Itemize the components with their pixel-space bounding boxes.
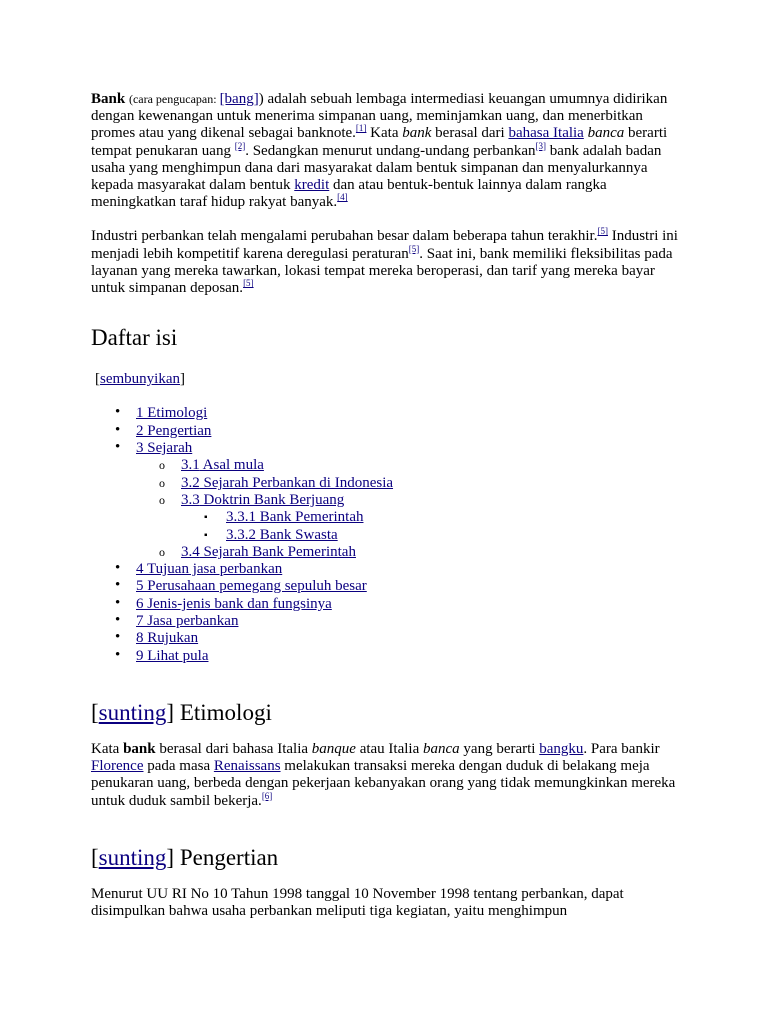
toc-item <box>91 405 686 422</box>
toc-item <box>91 423 686 440</box>
bracket: [ <box>91 699 99 725</box>
toc-number: 7 <box>136 613 144 629</box>
edit-link-etimologi[interactable]: sunting <box>98 699 167 725</box>
toc-label: Tujuan jasa perbankan <box>143 561 283 578</box>
bullet-icon: • <box>115 646 121 663</box>
section-heading-pengertian <box>91 844 686 872</box>
toc-number: 1 <box>136 405 144 422</box>
toc-number: 3.2 <box>181 474 200 491</box>
ref-link-5[interactable]: [5] <box>597 226 608 237</box>
intro-text: berarti tempat penukaran uang <box>91 125 668 159</box>
intro-text: Industri perbankan telah mengalami perubahan besar dalam beberapa tahun terakhir. <box>91 228 598 245</box>
bold-term: bank <box>123 740 156 757</box>
ref-link-5[interactable]: [5] <box>408 243 420 254</box>
toc-link-tujuan-jasa-perbankan[interactable] <box>136 561 282 577</box>
toc-number: 3.1 <box>181 457 200 474</box>
toc-number: 3.3.2 <box>226 526 256 543</box>
bullet-icon: • <box>115 629 121 646</box>
toc-label: Lihat pula <box>143 647 209 664</box>
intro-text: bank adalah badan usaha yang menghimpun dana dari masyarakat dalam bentuk simpanan dan menyalurkannya kepada masyarakat dalam bentuk <box>91 142 662 194</box>
intro-text: . Saat ini, bank memiliki fleksibilitas pada layanan yang mereka tawarkan, lokasi tempat mereka beroperasi, dan tarif yang mereka bayar untuk simpanan deposan. <box>91 245 673 297</box>
toc-link-etimologi[interactable] <box>136 405 207 421</box>
ref-link-4[interactable]: [4] <box>337 192 348 203</box>
ref-link-2[interactable]: [2] <box>234 140 246 151</box>
bracket: ] <box>180 371 185 388</box>
bullet-icon: • <box>115 439 121 456</box>
toc-number: 2 <box>136 422 144 439</box>
bracket: ] <box>166 699 175 725</box>
toc-hide-link[interactable]: sembunyikan <box>100 371 180 388</box>
square-bullet-icon: ▪ <box>204 529 208 541</box>
body-text: . Para bankir <box>583 740 660 757</box>
intro-text: berasal dari <box>431 125 509 142</box>
toc-label: Pengertian <box>143 422 212 439</box>
toc-title: Daftar isi <box>91 325 178 351</box>
etimologi-paragraph <box>91 741 686 810</box>
bullet-icon: • <box>115 421 121 438</box>
italic-term: banque <box>311 740 356 757</box>
pengertian-paragraph: Menurut UU RI No 10 Tahun 1998 tanggal 10 November 1998 tentang perbankan, dapat disimpulkan bahwa usaha perbankan meliputi tiga kegiatan, yaitu menghimpun <box>91 885 624 919</box>
edit-link-pengertian[interactable]: sunting <box>98 844 167 870</box>
intro-paragraph-2 <box>91 228 686 297</box>
intro-text: dan atau bentuk-bentuk lainnya dalam rangka meningkatkan taraf hidup rakyat banyak. <box>91 177 607 211</box>
link-bangku[interactable]: bangku <box>539 740 584 757</box>
bracket: [ <box>91 844 99 870</box>
square-bullet-icon: ▪ <box>204 512 208 524</box>
toc-number: 5 <box>136 578 144 595</box>
toc-number: 3 <box>136 440 144 457</box>
ref-link-5[interactable]: [5] <box>243 278 254 289</box>
toc-number: 3.4 <box>181 543 200 560</box>
circle-bullet-icon: o <box>159 475 165 490</box>
ref-link-1[interactable]: [1] <box>355 123 367 134</box>
toc-item <box>91 648 686 665</box>
toc-label: Jasa perbankan <box>143 613 239 629</box>
toc-item <box>91 596 686 613</box>
italic-term: banca <box>423 740 460 757</box>
intro-text: Industri ini menjadi lebih kompetitif karena deregulasi peraturan <box>91 228 678 262</box>
toc-link-bank-pemerintah[interactable] <box>226 509 363 525</box>
toc-label: Perusahaan pemegang sepuluh besar <box>143 578 367 595</box>
body-text: pada masa <box>143 758 214 775</box>
circle-bullet-icon: o <box>159 492 165 507</box>
toc-link-pengertian[interactable] <box>136 423 211 439</box>
bullet-icon: • <box>115 560 121 577</box>
section-title: Pengertian <box>174 844 279 870</box>
toc-link-jasa-perbankan[interactable] <box>136 613 238 629</box>
toc-label: Jenis-jenis bank dan fungsinya <box>143 595 332 612</box>
toc-item <box>91 527 686 544</box>
pronunciation-link[interactable]: [bang] <box>219 91 259 107</box>
bullet-icon: • <box>115 404 121 421</box>
intro-text: ) adalah sebuah lembaga intermediasi keuangan umumnya didirikan dengan kewenangan untuk menerima simpanan uang, meminjamkan uang, dan menerbitkan promes atau yang dikenal sebagai banknote. <box>91 91 668 142</box>
toc-item <box>91 440 686 457</box>
toc-item <box>91 509 686 526</box>
intro-paragraph-1 <box>91 91 686 211</box>
toc-link-bank-swasta[interactable] <box>226 527 338 543</box>
term-bank: Bank <box>91 91 126 107</box>
toc-item <box>91 492 686 509</box>
intro-italic: banca <box>587 125 625 142</box>
toc-label: Doktrin Bank Berjuang <box>199 491 345 508</box>
circle-bullet-icon: o <box>159 544 165 559</box>
toc-item <box>91 475 686 492</box>
link-renaissans[interactable]: Renaissans <box>213 758 281 775</box>
circle-bullet-icon: o <box>159 458 165 473</box>
body-text: yang berarti <box>459 740 540 757</box>
toc-number: 8 <box>136 630 144 647</box>
toc-item <box>91 457 686 474</box>
toc-label: Asal mula <box>199 457 264 474</box>
toc-number: 3.3.1 <box>226 509 256 526</box>
toc-number: 6 <box>136 595 144 612</box>
toc-item <box>91 578 686 595</box>
body-text: melakukan transaksi mereka dengan duduk di belakang meja penukaran uang, berbeda dengan pekerjaan kebanyakan orang yang tidak memungkinkan mereka untuk duduk sambil bekerja. <box>91 758 676 809</box>
article-content <box>91 91 686 937</box>
intro-text: . Sedangkan menurut undang-undang perbankan <box>245 142 536 159</box>
section-heading-etimologi <box>91 699 686 727</box>
intro-text: Kata <box>366 125 403 142</box>
body-text: atau Italia <box>355 740 423 757</box>
toc-label: Sejarah <box>143 440 193 457</box>
toc-link-rujukan[interactable] <box>136 630 198 646</box>
bullet-icon: • <box>115 577 121 594</box>
toc-link-sejarah-bank-pemerintah[interactable] <box>181 544 356 560</box>
toc-label: Etimologi <box>143 405 208 422</box>
toc-list <box>91 405 686 664</box>
bracket: [ <box>95 371 100 388</box>
pronunciation-label: (cara pengucapan: <box>128 92 220 106</box>
link-florence[interactable]: Florence <box>91 758 144 775</box>
bullet-icon: • <box>115 594 121 611</box>
toc-toggle <box>95 371 686 388</box>
toc-link-jenis-jenis-bank[interactable] <box>136 596 332 612</box>
toc-link-lihat-pula[interactable] <box>136 648 208 664</box>
toc-link-sejarah-perbankan-indonesia[interactable] <box>181 475 393 491</box>
bullet-icon: • <box>115 612 121 628</box>
toc-item <box>91 613 686 630</box>
ref-link-6[interactable]: [6] <box>261 790 273 801</box>
toc-label: Bank Pemerintah <box>256 509 364 526</box>
bracket: ] <box>166 844 175 870</box>
toc-item <box>91 561 686 578</box>
intro-italic: bank <box>402 125 432 142</box>
section-title: Etimologi <box>174 699 272 725</box>
toc-link-sejarah[interactable] <box>136 440 192 456</box>
toc-item <box>91 544 686 561</box>
toc-number: 3.3 <box>181 491 200 508</box>
toc-link-asal-mula[interactable] <box>181 457 264 473</box>
toc-label: Bank Swasta <box>256 526 338 543</box>
toc-label: Sejarah Bank Pemerintah <box>199 543 356 560</box>
link-bahasa-italia[interactable]: bahasa Italia <box>508 125 584 142</box>
body-text: Kata <box>91 740 124 757</box>
toc-item <box>91 630 686 647</box>
toc-number: 4 <box>136 561 144 578</box>
toc-link-doktrin-bank-berjuang[interactable] <box>181 492 344 508</box>
body-text: berasal dari bahasa Italia <box>155 740 312 757</box>
toc-number: 9 <box>136 647 144 664</box>
link-kredit[interactable]: kredit <box>294 177 330 194</box>
ref-link-3[interactable]: [3] <box>535 140 547 151</box>
toc-label: Rujukan <box>143 630 199 647</box>
toc-label: Sejarah Perbankan di Indonesia <box>199 474 394 491</box>
toc-link-perusahaan-pemegang[interactable] <box>136 578 367 594</box>
